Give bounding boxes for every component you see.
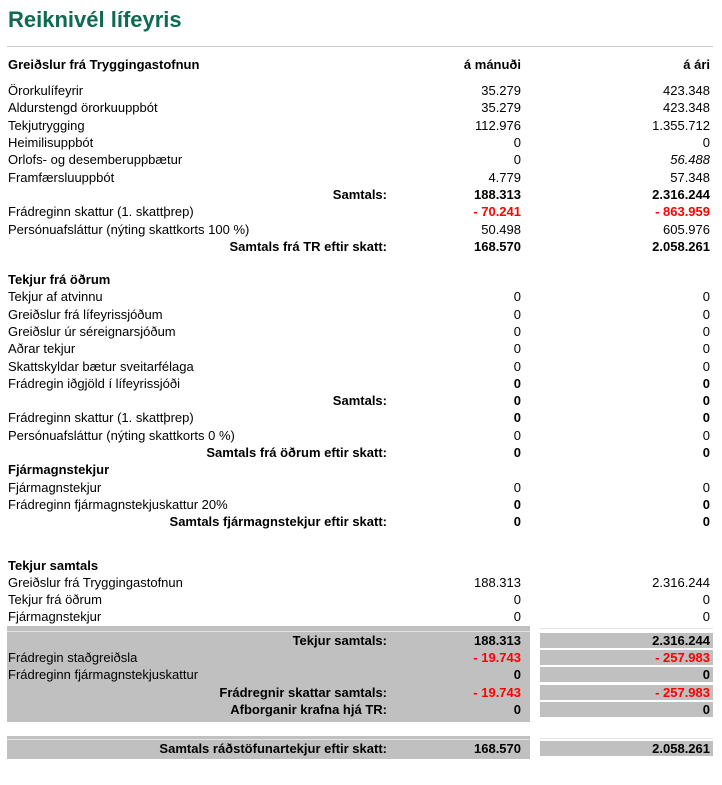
row-label: Persónuafsláttur (nýting skattkorts 0 %) (8, 427, 235, 443)
row-label: Heimilisuppbót (8, 135, 94, 151)
value-month: 168.570 (474, 741, 521, 757)
value-year: 2.316.244 (652, 186, 710, 202)
column-gap (530, 684, 540, 701)
column-gap (530, 632, 540, 649)
tax-deduction-row (7, 409, 713, 426)
row-label: Frádregnir skattar samtals: (219, 684, 387, 700)
section-tekjur-fra-odrum (0, 271, 722, 461)
row-left-group (7, 357, 530, 374)
disposable-income-bar (0, 736, 722, 759)
column-gap (530, 47, 540, 82)
gray-bottom-pad (7, 757, 713, 759)
column-gap (530, 608, 540, 625)
table-row (7, 608, 713, 625)
row-left-group (7, 151, 530, 168)
value-month: 0 (513, 358, 521, 374)
row-label: Greiðslur frá lífeyrissjóðum (8, 306, 163, 322)
header-left-group (7, 47, 530, 82)
table-row (7, 340, 713, 357)
row-label: Frádreginn skattur (1. skattþrep) (8, 204, 194, 220)
value-month: - 19.743 (473, 684, 521, 700)
row-label: Afborganir krafna hjá TR: (230, 701, 387, 717)
gray-strip-right (540, 738, 713, 739)
value-month: 0 (513, 375, 521, 391)
row-left-group (7, 479, 530, 496)
row-label: Samtals ráðstöfunartekjur eftir skatt: (159, 741, 387, 757)
value-year: - 257.983 (540, 685, 713, 700)
row-label: Aldurstengd örorkuuppbót (8, 100, 158, 116)
value-year: 0 (702, 135, 710, 151)
taxes-total-row (7, 684, 713, 701)
column-gap (530, 666, 540, 683)
row-left-group (7, 271, 530, 288)
row-label: Tekjur af atvinnu (8, 289, 103, 305)
value-month: 188.313 (474, 632, 521, 648)
column-header-year: á ári (683, 57, 710, 72)
table-row (7, 288, 713, 305)
value-month: 0 (513, 427, 521, 443)
gray-strip-left (7, 718, 530, 722)
value-month: 0 (513, 393, 521, 409)
value-year: 1.355.712 (652, 117, 710, 133)
value-year: 0 (702, 306, 710, 322)
value-year: 57.348 (670, 169, 710, 185)
row-label: Fjármagnstekjur (8, 479, 102, 495)
value-year: 2.058.261 (540, 741, 713, 756)
row-left-group (7, 701, 530, 718)
section-tekjur-samtals (0, 556, 722, 759)
column-gap (530, 513, 540, 530)
row-left-group (7, 444, 530, 461)
row-left-group (7, 461, 530, 478)
value-year: 0 (702, 479, 710, 495)
row-left-group (7, 168, 530, 185)
row-label: Samtals frá TR eftir skatt: (229, 238, 387, 254)
row-left-group (7, 203, 530, 220)
row-left-group (7, 496, 530, 513)
value-year: 2.316.244 (652, 574, 710, 590)
row-left-group (7, 666, 530, 683)
table-row (7, 220, 713, 237)
tax-deduction-row (7, 203, 713, 220)
subtotal-row (7, 186, 713, 203)
value-year: 0 (702, 289, 710, 305)
table-row (7, 479, 713, 496)
row-left-group (7, 99, 530, 116)
value-year: 0 (702, 427, 710, 443)
row-left-group (7, 288, 530, 305)
section-total-row (7, 444, 713, 461)
row-label: Tekjutrygging (8, 117, 85, 133)
row-left-group (7, 649, 530, 666)
row-label: Orlofs- og desemberuppbætur (8, 152, 183, 168)
value-month: 0 (513, 514, 521, 530)
value-month: 168.570 (474, 238, 521, 254)
column-gap (530, 375, 540, 392)
value-year: 0 (540, 702, 713, 717)
table-row (7, 357, 713, 374)
gray-bottom-pad (7, 718, 713, 722)
row-label: Samtals: (332, 393, 387, 409)
table-row (7, 117, 713, 134)
table-row (7, 99, 713, 116)
value-year: 0 (702, 393, 710, 409)
row-label: Tekjur frá öðrum (8, 592, 102, 608)
value-month: 0 (513, 496, 521, 512)
value-month: 112.976 (474, 117, 521, 133)
column-gap (530, 203, 540, 220)
row-left-group (7, 220, 530, 237)
value-month: 50.498 (481, 221, 521, 237)
section-header-row (7, 461, 713, 478)
row-label: Örorkulífeyrir (8, 83, 84, 99)
row-left-group (7, 427, 530, 444)
row-left-group (7, 186, 530, 203)
row-left-group (7, 375, 530, 392)
value-year: 0 (702, 358, 710, 374)
column-gap (530, 444, 540, 461)
row-left-group (7, 323, 530, 340)
section-total-row (7, 238, 713, 255)
column-gap (530, 496, 540, 513)
section-header-row (7, 271, 713, 288)
section-fjarmagnstekjur (0, 461, 722, 530)
row-label: Frádregin iðgjöld í lífeyrissjóði (8, 375, 180, 391)
value-month: 0 (513, 152, 521, 168)
column-gap (530, 556, 540, 573)
column-header-month: á mánuði (463, 57, 521, 72)
value-year: 0 (702, 410, 710, 426)
column-gap (530, 409, 540, 426)
table-row (7, 168, 713, 185)
column-gap (530, 151, 540, 168)
gray-strip-right (540, 628, 713, 629)
value-month: 0 (513, 667, 521, 683)
column-gap (530, 134, 540, 151)
row-left-group (7, 591, 530, 608)
value-month: 35.279 (481, 83, 521, 99)
value-year: 0 (702, 496, 710, 512)
row-left-group (7, 608, 530, 625)
row-left-group (7, 117, 530, 134)
value-year: 0 (702, 324, 710, 339)
value-year: 0 (702, 514, 710, 530)
column-gap (530, 574, 540, 591)
column-gap (530, 357, 540, 374)
column-gap (530, 288, 540, 305)
value-year: 423.348 (663, 83, 710, 99)
row-left-group (7, 574, 530, 591)
row-left-group (7, 632, 530, 649)
table-row (7, 134, 713, 151)
subtotal-row (7, 392, 713, 409)
value-year: 423.348 (663, 100, 710, 116)
row-left-group (7, 134, 530, 151)
value-month: 35.279 (481, 100, 521, 116)
row-label: Samtals fjármagnstekjur eftir skatt: (169, 514, 387, 530)
value-year: 56.488 (670, 152, 710, 168)
column-gap (530, 238, 540, 255)
row-label: Frádregin staðgreiðsla (8, 650, 138, 666)
section-header-row (7, 556, 713, 573)
row-label: Frádreginn fjármagnstekjuskattur (8, 667, 199, 683)
column-gap (530, 718, 540, 722)
row-left-group (7, 556, 530, 573)
table-row (7, 375, 713, 392)
column-gap (530, 461, 540, 478)
column-gap (530, 479, 540, 496)
row-label: Samtals: (332, 186, 387, 202)
table-row (7, 574, 713, 591)
row-label: Frádreginn fjármagnstekjuskattur 20% (8, 496, 228, 512)
column-gap (530, 740, 540, 757)
tax-deduction-row (7, 649, 713, 666)
row-left-group (7, 409, 530, 426)
row-label: Greiðslur úr séreignarsjóðum (8, 324, 176, 339)
row-label: Fjármagnstekjur (8, 609, 102, 625)
row-left-group (7, 306, 530, 323)
value-year: 0 (702, 445, 710, 461)
table-header-row (7, 46, 713, 82)
column-gap (530, 82, 540, 99)
tax-deduction-row (7, 496, 713, 513)
grand-total-row (7, 632, 713, 649)
value-year: 0 (702, 341, 710, 357)
row-left-group (7, 513, 530, 530)
column-gap (530, 701, 540, 718)
column-gap (530, 340, 540, 357)
tr-claims-row (7, 701, 713, 718)
table-row (7, 323, 713, 340)
value-month: 4.779 (488, 169, 521, 185)
value-year: 0 (702, 375, 710, 391)
row-left-group (7, 392, 530, 409)
column-gap (530, 306, 540, 323)
row-left-group (7, 238, 530, 255)
column-gap (530, 271, 540, 288)
value-month: 0 (513, 410, 521, 426)
column-gap (530, 591, 540, 608)
final-total-row (7, 740, 713, 757)
value-year: 0 (702, 592, 710, 608)
column-gap (530, 757, 540, 759)
column-gap (530, 427, 540, 444)
row-left-group (7, 82, 530, 99)
value-month: 0 (513, 592, 521, 608)
row-label: Persónuafsláttur (nýting skattkorts 100 %) (8, 221, 250, 237)
table-row (7, 427, 713, 444)
column-gap (530, 392, 540, 409)
value-year: 2.316.244 (540, 633, 713, 648)
value-year: 2.058.261 (652, 238, 710, 254)
column-gap (530, 117, 540, 134)
table-row (7, 82, 713, 99)
tax-deduction-row (7, 666, 713, 683)
value-year: 605.976 (663, 221, 710, 237)
column-gap (530, 99, 540, 116)
table-row (7, 591, 713, 608)
column-gap (530, 186, 540, 203)
value-month: 0 (513, 479, 521, 495)
value-year: - 863.959 (655, 204, 710, 220)
value-month: 0 (513, 135, 521, 151)
section-total-row (7, 513, 713, 530)
value-month: 188.313 (474, 186, 521, 202)
table-row (7, 306, 713, 323)
value-month: 0 (513, 324, 521, 339)
value-month: 0 (513, 609, 521, 625)
value-month: 0 (513, 445, 521, 461)
section-header: Tekjur frá öðrum (8, 272, 111, 288)
row-left-group (7, 684, 530, 701)
value-year: 0 (540, 667, 713, 682)
value-year: - 257.983 (540, 650, 713, 665)
value-month: 0 (513, 701, 521, 717)
gray-strip-left (7, 757, 530, 759)
section-header: Tekjur samtals (8, 557, 99, 573)
row-label: Samtals frá öðrum eftir skatt: (206, 445, 387, 461)
row-left-group (7, 340, 530, 357)
page-title: Reiknivél lífeyris (8, 7, 182, 32)
column-gap (530, 323, 540, 340)
row-label: Aðrar tekjur (8, 341, 76, 357)
table-row (7, 151, 713, 168)
value-year: 0 (702, 609, 710, 625)
value-month: 0 (513, 289, 521, 305)
section-header: Greiðslur frá Tryggingastofnun (8, 57, 200, 72)
section-header: Fjármagnstekjur (8, 462, 110, 478)
column-gap (530, 649, 540, 666)
row-label: Framfærsluuppbót (8, 169, 115, 185)
row-left-group (7, 740, 530, 757)
value-month: - 70.241 (473, 204, 521, 220)
value-month: 0 (513, 306, 521, 322)
column-gap (530, 220, 540, 237)
column-gap (530, 168, 540, 185)
value-month: 188.313 (474, 574, 521, 590)
value-month: - 19.743 (473, 650, 521, 666)
row-label: Greiðslur frá Tryggingastofnun (8, 574, 183, 590)
value-month: 0 (513, 341, 521, 357)
summary-gray-block (0, 626, 722, 722)
row-label: Tekjur samtals: (292, 632, 387, 648)
section-greidslur-fra-tryggingastofnun (0, 46, 722, 255)
row-label: Skattskyldar bætur sveitarfélaga (8, 358, 194, 374)
row-label: Frádreginn skattur (1. skattþrep) (8, 410, 194, 426)
